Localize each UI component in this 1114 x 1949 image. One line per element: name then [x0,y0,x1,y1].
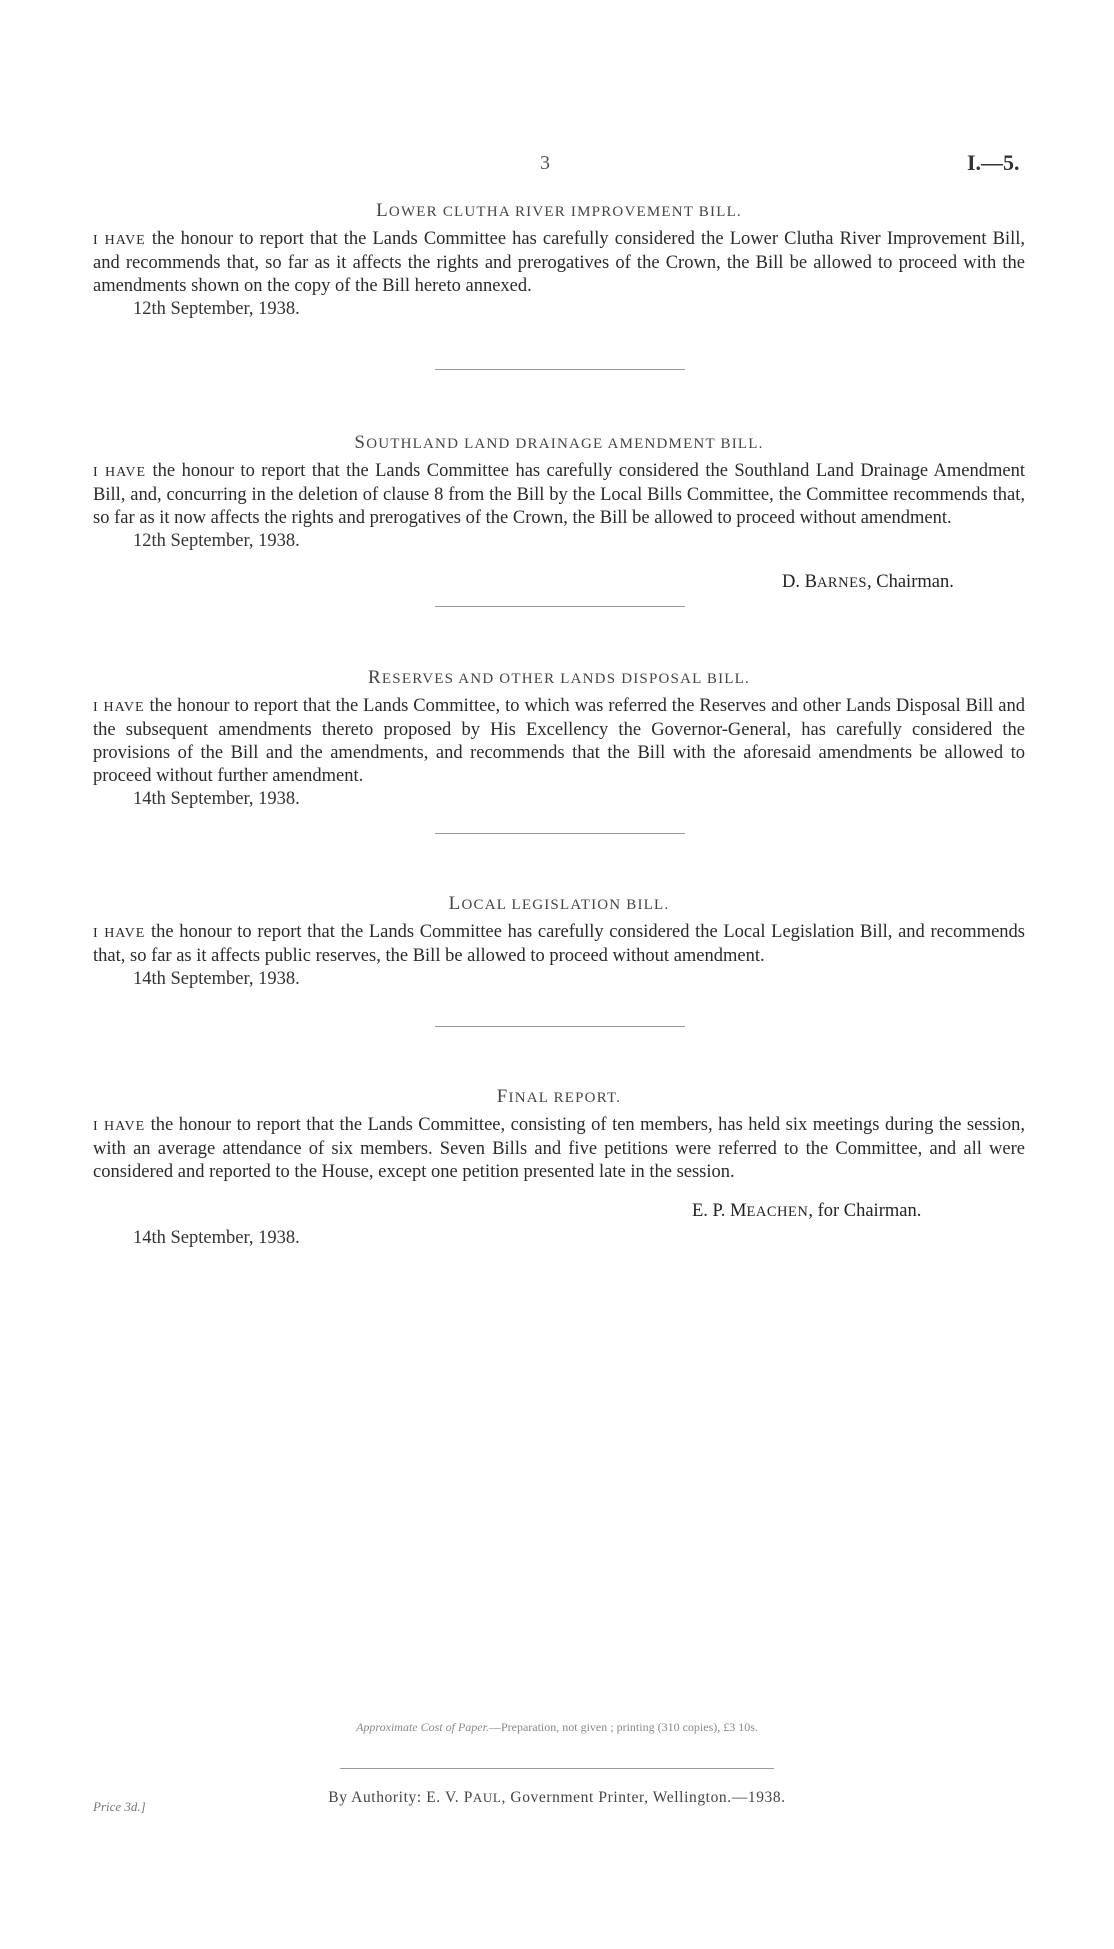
heading-text: OUTHLAND LAND DRAINAGE AMENDMENT BILL. [366,436,764,452]
section-body [93,921,1025,968]
heading-initial: S [354,432,367,453]
body-text: the honour to report that the Lands Committee has carefully considered the Southland Land Drainage Amendment Bill, and, concurring in the deletion of clause 8 from the Bill by the Local Bills Committee, the Committee recommends that, so far as it now affects the rights and prerogatives of the Crown, the Bill be allowed to proceed without amendment. [93,461,1025,528]
section-heading [93,1086,1025,1108]
body-lead: I HAVE [93,233,146,248]
heading-text: OWER CLUTHA RIVER IMPROVEMENT BILL. [388,204,742,220]
section-lower-clutha [93,200,1025,321]
body-lead: I HAVE [93,700,145,715]
body-lead: I HAVE [93,926,146,941]
cost-of-paper-note [0,1720,1114,1735]
page-number: 3 [540,152,550,174]
section-date: 12th September, 1938. [133,531,300,551]
authority-line [0,1789,1114,1807]
signature-role: , Chairman. [867,572,954,592]
price-note: Price 3d.] [93,1799,146,1814]
body-text: the honour to report that the Lands Committee, consisting of ten members, has held six meetings during the session, with an average attendance of six members. Seven Bills and five petitions were referred to the Committee, and all were considered and reported to the House, except one petition presented late in the session. [93,1115,1025,1182]
section-date: 14th September, 1938. [133,1228,300,1248]
signature-surname: ARNES [816,575,867,591]
cost-label: Approximate Cost of Paper. [356,1720,489,1734]
signature-barnes [782,572,954,593]
section-heading [93,200,1025,222]
signature-initial: D. B [782,572,817,592]
section-date: 14th September, 1938. [133,789,300,809]
section-date: 12th September, 1938. [133,299,300,319]
cost-text: —Preparation, not given ; printing (310 copies), £3 10s. [488,1720,758,1734]
section-southland [93,432,1025,553]
section-body [93,228,1025,298]
heading-initial: L [448,893,462,914]
signature-role: , for Chairman. [808,1201,922,1221]
heading-initial: F [496,1086,509,1107]
body-lead: I HAVE [93,465,147,480]
heading-text: OCAL LEGISLATION BILL. [461,897,670,913]
section-heading [93,893,1025,915]
section-date: 14th September, 1938. [133,969,300,989]
body-text: the honour to report that the Lands Committee, to which was referred the Reserves and other Lands Disposal Bill and the subsequent amendments thereto proposed by His Excellency the Governor-General, has carefully considered the provisions of the Bill and the amendments, and recommends that the Bill with the aforesaid amendments be allowed to proceed without further amendment. [93,696,1025,786]
body-text: the honour to report that the Lands Committee has carefully considered the Local Legislation Bill, and recommends that, so far as it affects public reserves, the Bill be allowed to proceed without amendment. [93,922,1025,966]
section-reserves [93,667,1025,811]
signature-meachen [692,1201,921,1222]
section-heading [93,667,1025,689]
divider-rule [435,1026,685,1027]
authority-pre: By Authority: E. V. P [328,1789,473,1806]
section-body [93,695,1025,788]
authority-post: , Government Printer, Wellington.—1938. [501,1789,786,1806]
section-body [93,1114,1025,1184]
heading-initial: L [376,200,389,221]
section-body [93,460,1025,530]
body-text: the honour to report that the Lands Committee has carefully considered the Lower Clutha River Improvement Bill, and recommends that, so far as it affects the rights and prerogatives of the Crown, the Bill be allowed to proceed with the amendments shown on the copy of the Bill hereto annexed. [93,229,1025,296]
section-local-legislation [93,893,1025,991]
signature-initial: E. P. M [692,1201,747,1221]
heading-text: INAL REPORT. [508,1090,622,1106]
body-lead: I HAVE [93,1119,146,1134]
document-reference: I.—5. [967,150,1020,175]
heading-text: ESERVES AND OTHER LANDS DISPOSAL BILL. [381,671,750,687]
authority-printer-surname: AUL [472,1790,502,1805]
footer-divider-rule [340,1768,774,1769]
signature-surname: EACHEN [746,1204,809,1220]
heading-initial: R [368,667,382,688]
section-heading [93,432,1025,454]
divider-rule [435,369,685,370]
section-final-report [93,1086,1025,1184]
divider-rule [435,606,685,607]
divider-rule [435,833,685,834]
